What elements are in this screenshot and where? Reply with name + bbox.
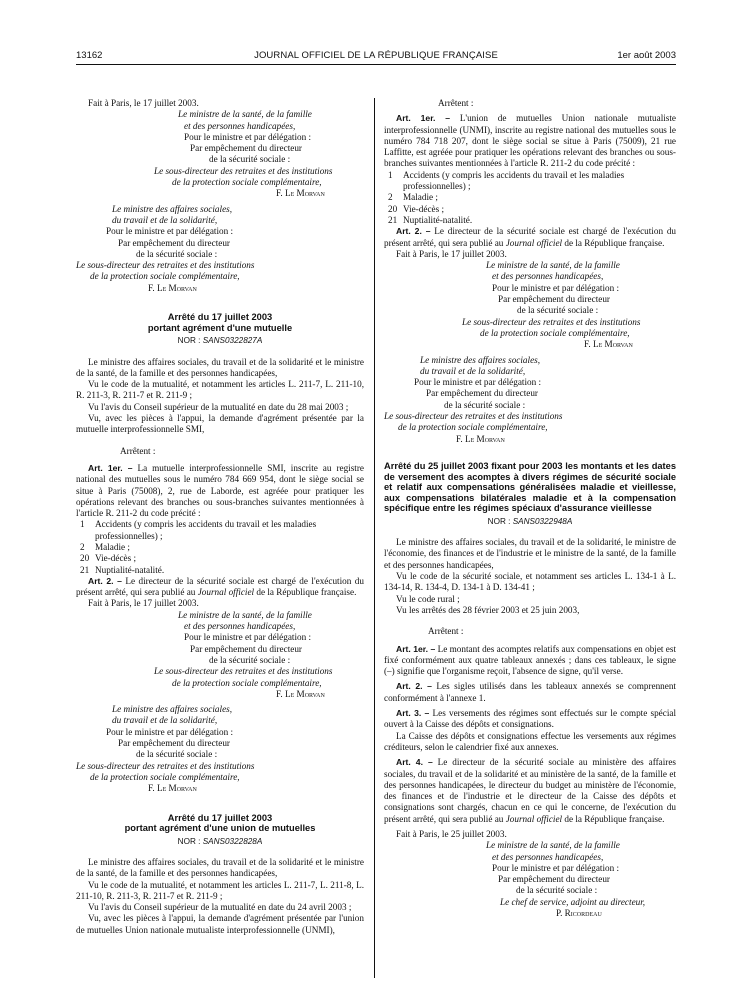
article-2: Art. 2. – Le directeur de la sécurité sociale est chargé de l'exécution du présent arrêté, qui sera publié au Journal officiel de la République française. — [76, 575, 364, 598]
paragraph: Le ministre des affaires sociales, du travail et de la solidarité et le ministre de la santé, de la famille et des personnes handicapées, — [76, 356, 364, 378]
sig-line: Par empêchement du directeur — [118, 237, 230, 248]
sig-line: Pour le ministre et par délégation : — [492, 862, 620, 873]
list-item: 2 Maladie ; — [388, 192, 438, 203]
sig-line: Le ministre des affaires sociales, — [112, 203, 233, 214]
list-item: 21 Nuptialité-natalité. — [388, 214, 473, 225]
page-number: 13162 — [76, 50, 103, 61]
done-at: Fait à Paris, le 17 juillet 2003. — [396, 248, 507, 259]
arretent: Arrêtent : — [428, 626, 464, 637]
sig-line: de la sécurité sociale : — [209, 154, 291, 165]
paragraph: Vu, avec les pièces à l'appui, la demande d'agrément présentée par l'union de mutuelles Union nationale mutualiste interprofessionnelle (UNMI), — [76, 913, 364, 935]
paragraph: Vu le code de la mutualité, et notamment les articles L. 211-7, L. 211-10, R. 211-3, R. 211-7 et R. 211-9 ; — [76, 379, 364, 401]
sig-line: Par empêchement du directeur — [190, 643, 302, 654]
paragraph: Vu l'avis du Conseil supérieur de la mutualité en date du 28 mai 2003 ; — [88, 401, 349, 412]
article-1: Art. 1er. – Le montant des acomptes relatifs aux compensations en objet est fixé conformément aux quatre tableaux annexés ; dans ces tableaux, le signe (–) signifie que l'organisme reçoit, l'absence de signe, qu'il verse. — [384, 643, 677, 677]
signatory-name: P. Ricordeau — [556, 908, 602, 919]
sig-line: Par empêchement du directeur — [498, 294, 610, 305]
list-item: 2 Maladie ; — [80, 541, 130, 552]
decree-title: portant agrément d'une mutuelle — [147, 322, 293, 333]
sig-line: de la protection sociale complémentaire, — [90, 271, 240, 282]
decree-title: Arrêté du 25 juillet 2003 fixant pour 2003 les montants et les dates de versement des acomptes à divers régimes de sécurité sociale et relatif aux compensations généralisées maladie et vieillesse, aux compensations bilatérales maladie et à la compensation spécifique entre les régimes spéciaux d'assurance vieillesse — [384, 460, 676, 514]
signature-block — [154, 109, 364, 199]
sig-line: Pour le ministre et par délégation : — [184, 131, 312, 142]
signature-block — [384, 355, 676, 445]
decree-title: Arrêté du 17 juillet 2003 — [167, 812, 273, 823]
paragraph: Vu le code rural ; — [396, 593, 460, 604]
sig-line: de la protection sociale complémentaire, — [398, 422, 548, 433]
sig-line: Le sous-directeur des retraites et des institutions — [154, 666, 333, 677]
decree-title: Arrêté du 17 juillet 2003 — [167, 312, 273, 323]
paragraph: Vu, avec les pièces à l'appui, la demande d'agrément présentée par la mutuelle interprofessionnelle SMI, — [76, 413, 364, 435]
nor-reference: NOR : SANS0322948A — [487, 516, 573, 526]
page-header — [76, 50, 676, 64]
paragraph: Vu l'avis du Conseil supérieur de la mutualité en date du 24 avril 2003 ; — [88, 902, 352, 913]
sig-line: Par empêchement du directeur — [498, 874, 610, 885]
sig-line: Par empêchement du directeur — [118, 738, 230, 749]
sig-line: Le ministre des affaires sociales, — [420, 354, 541, 365]
sig-line: Pour le ministre et par délégation : — [184, 632, 312, 643]
sig-line: Le ministre de la santé, de la famille — [178, 609, 312, 620]
article-4: Art. 4. – Le directeur de la sécurité sociale au ministère des affaires sociales, du travail et de la solidarité et au ministère de la santé, de la famille et des personnes handicapées, le directeur du budget au ministère de l'économie, des finances et de l'industrie et le directeur de la Caisse des dépôts et consignations sont chargés, chacun en ce qui le concerne, de l'exécution du présent arrêté, qui sera publié au Journal officiel de la République française. — [384, 757, 676, 824]
sig-line: Pour le ministre et par délégation : — [414, 377, 542, 388]
done-at: Fait à Paris, le 25 juillet 2003. — [396, 829, 507, 839]
article-2: Art. 2. – Le directeur de la sécurité sociale est chargé de l'exécution du présent arrêté, qui sera publié au Journal officiel de la République française. — [384, 226, 677, 248]
list-item: 20 Vie-décès ; — [388, 203, 445, 214]
sig-line: de la protection sociale complémentaire, — [90, 771, 240, 782]
journal-title: JOURNAL OFFICIEL DE LA RÉPUBLIQUE FRANÇAISE — [254, 50, 498, 61]
sig-line: Le sous-directeur des retraites et des institutions — [462, 316, 641, 327]
sig-line: du travail et de la solidarité, — [420, 365, 526, 376]
list-item: 20 Vie-décès ; — [80, 553, 137, 564]
sig-line: Pour le ministre et par délégation : — [106, 726, 234, 737]
signature-block — [76, 704, 364, 794]
article-3: Art. 3. – Les versements des régimes sont effectués sur le compte spécial ouvert à la Caisse des dépôts et consignations. — [384, 708, 676, 730]
sig-line: du travail et de la solidarité, — [112, 715, 218, 726]
nor-reference: NOR : SANS0322828A — [177, 836, 263, 846]
sig-line: Par empêchement du directeur — [426, 388, 538, 399]
list-item: 1 Accidents (y compris les accidents du travail et les maladies professionnelles) ; — [80, 519, 317, 541]
signature-block — [462, 260, 676, 350]
signature-block — [76, 204, 364, 294]
signatory-name: F. Le Morvan — [584, 339, 633, 350]
paragraph: La Caisse des dépôts et consignations effectue les versements aux régimes créditeurs, selon le calendrier fixé aux annexes. — [384, 730, 676, 752]
sig-line: du travail et de la solidarité, — [112, 214, 218, 225]
sig-line: Le ministre des affaires sociales, — [112, 704, 233, 715]
signature-block — [464, 840, 676, 919]
paragraph: Le ministre des affaires sociales, du travail et de la solidarité et le ministre de la santé, de la famille et des personnes handicapées, — [76, 857, 364, 879]
right-column — [384, 98, 676, 919]
sig-line: Le ministre de la santé, de la famille — [178, 109, 312, 120]
sig-line: Le sous-directeur des retraites et des institutions — [76, 260, 255, 271]
paragraph: Vu le code de la mutualité, et notamment les articles L. 211-7, L. 211-8, L. 211-10, R. 211-3, R. 211-7 et R. 211-9 ; — [76, 879, 364, 901]
sig-line: de la sécurité sociale : — [209, 654, 291, 665]
sig-line: Le sous-directeur des retraites et des institutions — [154, 165, 333, 176]
signatory-name: F. Le Morvan — [148, 783, 197, 794]
sig-line: de la sécurité sociale : — [136, 248, 218, 259]
article-1: Art. 1er. – La mutuelle interprofessionnelle SMI, inscrite au registre national des mutuelles sous le numéro 784 669 954, dont le siège social se situe à Paris (75008), 2, rue de Laborde, est agréée pour pratiquer les opérations relevant des branches ou sous-branches suivantes mentionnées à l'article R. 211-2 du code précité : — [76, 462, 364, 519]
list-item: 21 Nuptialité-natalité. — [80, 564, 165, 575]
sig-line: de la sécurité sociale : — [136, 749, 218, 760]
sig-line: Le sous-directeur des retraites et des institutions — [384, 411, 563, 422]
signature-block — [154, 610, 364, 700]
sig-line: de la sécurité sociale : — [516, 885, 598, 896]
sig-line: Pour le ministre et par délégation : — [492, 282, 620, 293]
signatory-name: F. Le Morvan — [276, 688, 325, 699]
article-1: Art. 1er. – L'union de mutuelles Union nationale mutualiste interprofessionnelle (UNMI), inscrite au registre national des mutuelles sous le numéro 784 718 207, dont le siège social se situe à Paris (75009), 21 rue Laffitte, est agréée pour pratiquer les opérations relevant des branches ou sous-branches suivantes mentionnées à l'article R. 211-2 du code précité : — [384, 113, 677, 169]
sig-line: et des personnes handicapées, — [492, 851, 604, 862]
signatory-name: F. Le Morvan — [148, 282, 197, 293]
header-rule — [76, 64, 676, 65]
issue-date: 1er août 2003 — [617, 50, 676, 61]
decree-title: portant agrément d'une union de mutuelles — [124, 823, 316, 834]
signatory-name: F. Le Morvan — [456, 433, 505, 444]
sig-line: et des personnes handicapées, — [184, 621, 296, 632]
sig-line: et des personnes handicapées, — [184, 120, 296, 131]
branch-list — [388, 170, 676, 226]
sig-line: de la protection sociale complémentaire, — [172, 177, 322, 188]
left-column — [76, 98, 364, 936]
sig-line: de la protection sociale complémentaire, — [172, 677, 322, 688]
sig-line: de la sécurité sociale : — [517, 305, 599, 316]
signatory-name: F. Le Morvan — [276, 188, 325, 199]
sig-line: Le sous-directeur des retraites et des institutions — [76, 760, 255, 771]
sig-line: de la protection sociale complémentaire, — [480, 327, 630, 338]
sig-line: Par empêchement du directeur — [190, 143, 302, 154]
nor-reference: NOR : SANS0322827A — [177, 336, 263, 346]
sig-line: de la sécurité sociale : — [444, 399, 526, 410]
paragraph: Le ministre des affaires sociales, du travail et de la solidarité, le ministre de l'économie, des finances et de l'industrie et le ministre de la santé, de la famille et des personnes handicapées, — [384, 537, 676, 570]
sig-line: et des personnes handicapées, — [492, 271, 604, 282]
column-divider — [374, 98, 375, 978]
list-item: 1 Accidents (y compris les accidents du travail et les maladies professionnelles) ; — [388, 169, 625, 192]
sig-line: Le ministre de la santé, de la famille — [486, 260, 620, 271]
arretent: Arrêtent : — [120, 445, 156, 456]
sig-line: Pour le ministre et par délégation : — [106, 226, 234, 237]
paragraph: Vu le code de la sécurité sociale, et notamment ses articles L. 134-1 à L. 134-14, R. 134-4, D. 134-1 à D. 134-41 ; — [384, 571, 676, 593]
done-at: Fait à Paris, le 17 juillet 2003. — [88, 98, 199, 108]
article-2: Art. 2. – Les sigles utilisés dans les tableaux annexés se comprennent conformément à l'annexe 1. — [384, 681, 676, 703]
done-at: Fait à Paris, le 17 juillet 2003. — [88, 598, 199, 609]
branch-list — [80, 519, 364, 575]
arretent: Arrêtent : — [438, 98, 474, 108]
paragraph: Vu les arrêtés des 28 février 2003 et 25 juin 2003, — [396, 604, 580, 615]
sig-line: Le chef de service, adjoint au directeur, — [500, 896, 646, 907]
sig-line: Le ministre de la santé, de la famille — [486, 840, 620, 851]
